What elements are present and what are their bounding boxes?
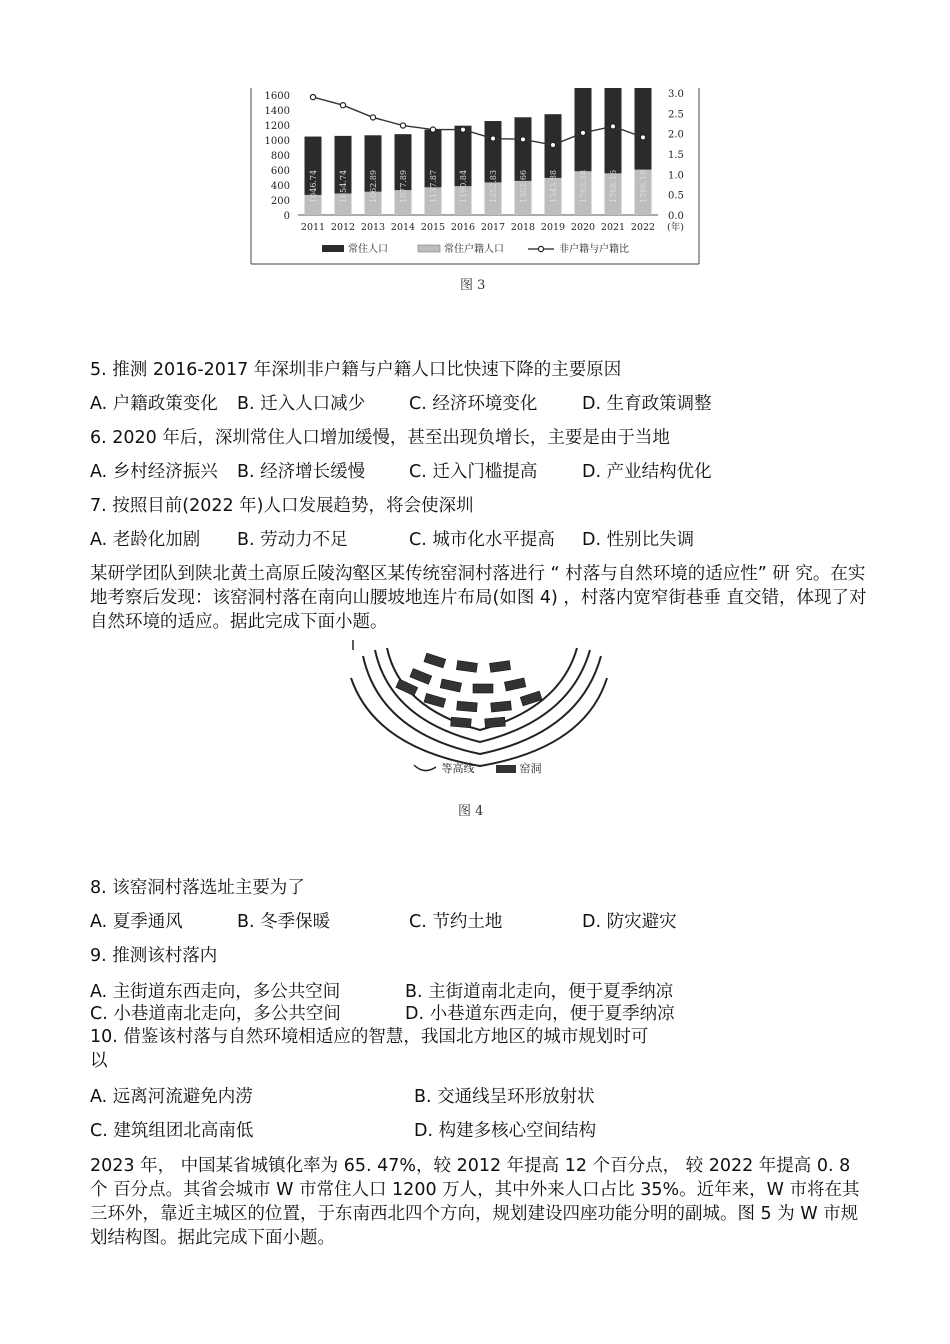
question-6-option-b[interactable]: B. 经济增长缓慢	[237, 462, 366, 482]
y-tick-left: 1600	[264, 91, 290, 102]
x-tick-label: 2019	[540, 222, 566, 233]
x-unit-label: (年)	[667, 222, 684, 233]
question-6-option-c[interactable]: C. 迁入门槛提高	[409, 462, 538, 482]
y-tick-right: 3.0	[668, 89, 684, 100]
ratio-point	[610, 124, 615, 129]
ratio-point	[550, 142, 555, 147]
ratio-line	[313, 97, 643, 145]
x-tick-label: 2016	[450, 222, 476, 233]
cave-dwellings	[396, 653, 542, 728]
bar-value-label: 1343.88	[549, 169, 558, 203]
legend-resident-label: 常住人口	[348, 244, 388, 255]
question-7-option-b[interactable]: B. 劳动力不足	[237, 530, 348, 550]
y-tick-left: 1200	[264, 121, 290, 132]
question-10-option-c[interactable]: C. 建筑组团北高南低	[90, 1121, 254, 1141]
legend-ratio-label: 非户籍与户籍比	[559, 244, 629, 255]
ratio-point	[310, 94, 315, 99]
figure-3-caption: 图 3	[460, 278, 486, 293]
passage-urbanization: 2023 年， 中国某省城镇化率为 65. 47%，较 2012 年提高 12 个百分点， 较 2022 年提高 0. 8 个 百分点。其省会城市 W 市常住人口 1200 万人，其中外来人口占比 35%。近年来，W 市将在其 三环外，靠近主城区的位置，于东南西北四个方向，规划建设四座功能分明的副城。图 5 为 W 市规划结构图。据此完成下面小题。	[90, 1156, 860, 1248]
question-7-option-d[interactable]: D. 性别比失调	[582, 530, 695, 550]
legend-ratio-marker	[538, 246, 543, 251]
x-tick-label: 2011	[300, 222, 326, 233]
question-7-option-a[interactable]: A. 老龄化加剧	[90, 530, 201, 550]
y-tick-left: 800	[270, 151, 290, 162]
question-10-stem-line-2: 以	[90, 1051, 108, 1071]
question-10-option-b[interactable]: B. 交通线呈环形放射状	[414, 1087, 595, 1107]
question-6-stem: 6. 2020 年后，深圳常住人口增加缓慢，甚至出现负增长，主要是由于当地	[90, 428, 670, 448]
question-10-option-d[interactable]: D. 构建多核心空间结构	[414, 1121, 597, 1141]
x-tick-label: 2021	[600, 222, 626, 233]
question-8-option-c[interactable]: C. 节约土地	[409, 912, 503, 932]
question-8-option-d[interactable]: D. 防灾避灾	[582, 912, 677, 932]
question-8-stem: 8. 该窑洞村落选址主要为了	[90, 878, 305, 898]
contour-lines	[351, 648, 607, 766]
y-tick-right: 2.0	[668, 129, 684, 141]
legend-registered-label: 常住户籍人口	[444, 244, 504, 255]
y-tick-left: 200	[270, 196, 290, 207]
question-9-stem: 9. 推测该村落内	[90, 946, 218, 966]
bar-value-label: 1054.74	[339, 169, 348, 203]
question-6-option-d[interactable]: D. 产业结构优化	[582, 462, 712, 482]
x-tick-label: 2014	[390, 222, 416, 233]
bar-value-label: 1137.87	[429, 169, 438, 203]
question-5-stem: 5. 推测 2016-2017 年深圳非户籍与户籍人口比快速下降的主要原因	[90, 360, 622, 380]
question-5-option-a[interactable]: A. 户籍政策变化	[90, 394, 218, 414]
question-7-stem: 7. 按照目前(2022 年)人口发展趋势，将会使深圳	[90, 496, 474, 516]
ratio-point	[460, 127, 465, 132]
x-tick-label: 2017	[480, 222, 506, 233]
question-5-option-c[interactable]: C. 经济环境变化	[409, 394, 538, 414]
cave-legend-icon	[496, 765, 516, 773]
question-10-stem-line-1: 10. 借鉴该村落与自然环境相适应的智慧，我国北方地区的城市规划时可	[90, 1027, 649, 1047]
legend-registered-swatch	[418, 245, 440, 252]
question-5-option-b[interactable]: B. 迁入人口减少	[237, 394, 366, 414]
x-tick-label: 2018	[510, 222, 536, 233]
y-tick-left: 1400	[264, 106, 290, 117]
y-tick-left: 1000	[264, 136, 290, 147]
x-tick-label: 2012	[330, 222, 356, 233]
ratio-point	[370, 115, 375, 120]
bar-value-label: 1077.89	[399, 169, 408, 203]
ratio-point	[490, 136, 495, 141]
contour-legend-icon	[412, 763, 438, 775]
legend-contour-label: 等高线	[441, 762, 475, 775]
y-tick-right: 1.0	[668, 170, 684, 182]
x-tick-label: 2020	[570, 222, 596, 233]
bar-value-label: 1046.74	[309, 169, 318, 203]
question-9-option-d[interactable]: D. 小巷道东西走向，便于夏季纳凉	[405, 1004, 675, 1024]
y-tick-left: 400	[270, 181, 290, 192]
bar-value-label: 1763.38	[579, 169, 588, 203]
y-tick-right: 2.5	[668, 109, 684, 121]
question-7-option-c[interactable]: C. 城市化水平提高	[409, 530, 555, 550]
x-tick-label: 2022	[630, 222, 656, 233]
bar-value-label: 1190.84	[459, 169, 468, 203]
figure-3	[250, 88, 700, 266]
bar-value-label: 1302.66	[519, 169, 528, 203]
figure-4-legend	[412, 760, 542, 776]
question-9-option-b[interactable]: B. 主街道南北走向，便于夏季纳凉	[405, 982, 674, 1002]
question-6-option-a[interactable]: A. 乡村经济振兴	[90, 462, 218, 482]
question-5-option-d[interactable]: D. 生育政策调整	[582, 394, 712, 414]
bar-value-label: 1062.89	[369, 169, 378, 203]
x-tick-label: 2015	[420, 222, 446, 233]
ratio-point	[340, 103, 345, 108]
bar-value-label: 1252.83	[489, 169, 498, 203]
ratio-point	[520, 137, 525, 142]
bar-value-label: 1768.16	[609, 169, 618, 203]
y-tick-left: 0	[283, 211, 290, 222]
question-8-option-b[interactable]: B. 冬季保暖	[237, 912, 331, 932]
ratio-point	[640, 135, 645, 140]
y-tick-right: 0.0	[668, 211, 684, 222]
question-8-option-a[interactable]: A. 夏季通风	[90, 912, 183, 932]
legend-resident-swatch	[322, 245, 344, 252]
passage-cave-village: 某研学团队到陕北黄土高原丘陵沟壑区某传统窑洞村落进行 “ 村落与自然环境的适应性” 研 究。在实地考察后发现：该窑洞村落在南向山腰坡地连片布局(如图 4) ，村落内宽窄街巷垂 直交错，体现了对自然环境的适应。据此完成下面小题。	[90, 564, 867, 632]
x-tick-label: 2013	[360, 222, 386, 233]
population-chart	[250, 88, 700, 266]
y-tick-left: 600	[270, 166, 290, 177]
ratio-point	[580, 130, 585, 135]
question-9-option-c[interactable]: C. 小巷道南北走向，多公共空间	[90, 1004, 341, 1024]
figure-4-caption: 图 4	[458, 804, 484, 819]
legend-cave-label: 窑洞	[519, 762, 542, 775]
ratio-point	[400, 123, 405, 128]
y-tick-right: 1.5	[668, 150, 684, 161]
y-tick-right: 0.5	[668, 190, 684, 202]
question-9-option-a[interactable]: A. 主街道东西走向，多公共空间	[90, 982, 341, 1002]
question-10-option-a[interactable]: A. 远离河流避免内涝	[90, 1087, 253, 1107]
ratio-point	[430, 127, 435, 132]
bar-value-label: 1766.18	[639, 169, 648, 203]
